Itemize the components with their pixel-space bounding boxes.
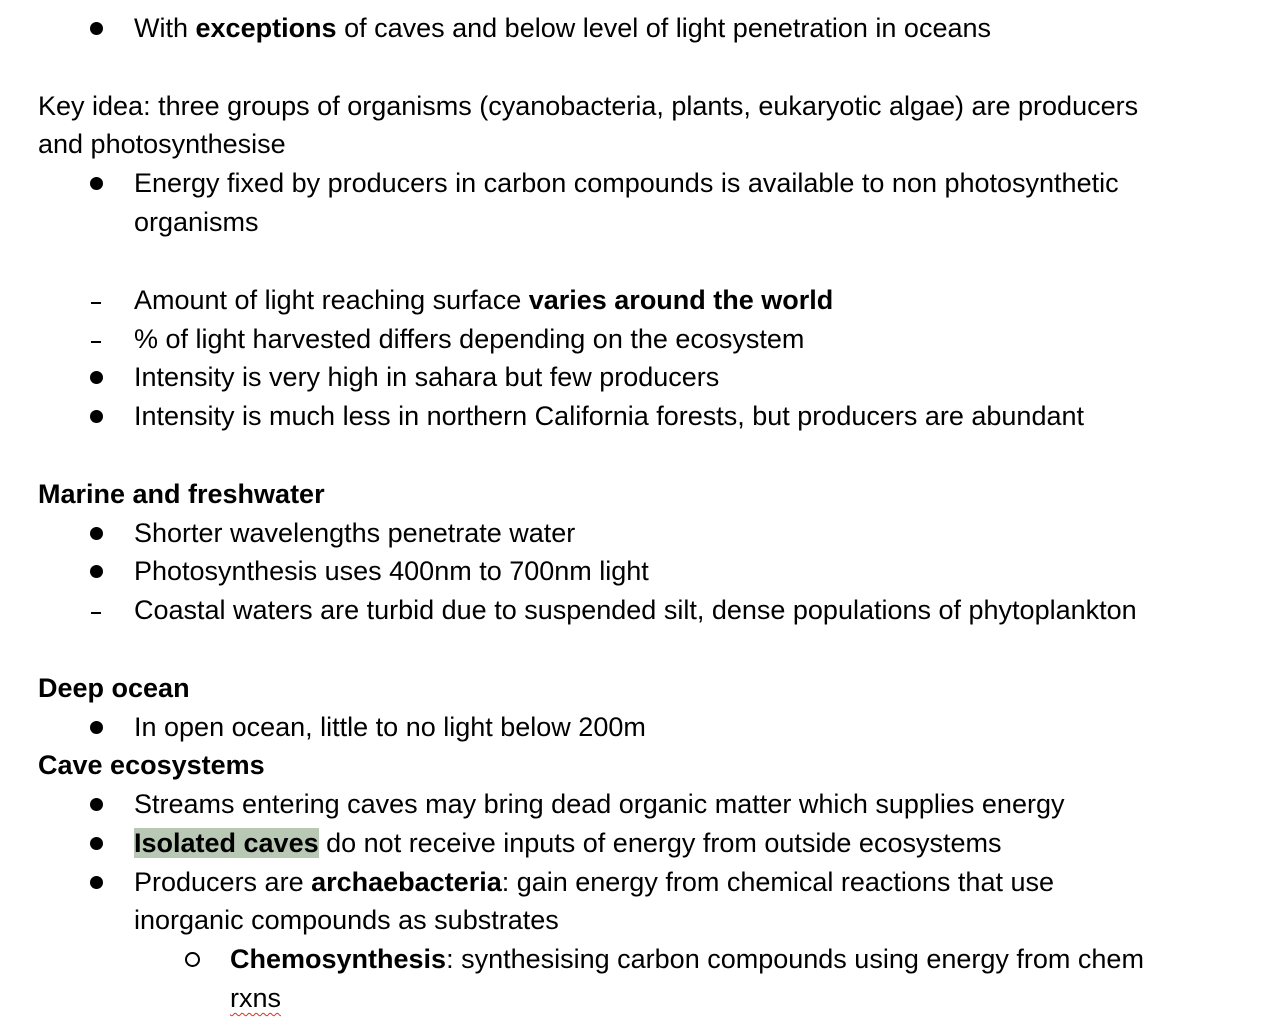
bullet-item-photosynthesis-range: Photosynthesis uses 400nm to 700nm light [134,556,649,586]
bullet-marker [84,785,108,824]
bullet-item-sahara: Intensity is very high in sahara but few producers [134,362,720,392]
heading-cave-ecosystems: Cave ecosystems [38,750,265,780]
bullet-marker [84,164,108,203]
bullet-marker [84,708,108,747]
dash-marker [84,591,108,630]
bullet-marker [84,863,108,902]
sub-bullet-chemosynthesis-cont [230,979,281,1018]
bullet-marker [84,824,108,863]
bullet-marker [84,9,108,48]
paragraph-key-idea-cont: and photosynthesise [38,129,286,159]
bullet-item-energy-fixed-cont: organisms [134,207,259,237]
highlighted-text: Isolated caves [134,828,319,858]
bullet-item-streams: Streams entering caves may bring dead organic matter which supplies energy [134,789,1065,819]
dash-item-coastal-waters: Coastal waters are turbid due to suspended silt, dense populations of phytoplankton [134,595,1137,625]
bullet-marker [84,514,108,553]
heading-deep-ocean: Deep ocean [38,673,190,703]
dash-marker [84,320,108,359]
bullet-item-isolated-caves: Isolated caves do not receive inputs of energy from outside ecosystems [134,828,1002,858]
bullet-item-exceptions: With exceptions of caves and below level of light penetration in oceans [134,13,991,43]
sub-bullet-chemosynthesis: Chemosynthesis: synthesising carbon compounds using energy from chem [230,944,1144,974]
bullet-marker [84,397,108,436]
bullet-item-wavelengths: Shorter wavelengths penetrate water [134,518,576,548]
paragraph-key-idea: Key idea: three groups of organisms (cyanobacteria, plants, eukaryotic algae) are producers [38,91,1139,121]
heading-marine-freshwater: Marine and freshwater [38,479,325,509]
bullet-item-california: Intensity is much less in northern California forests, but producers are abundant [134,401,1084,431]
bullet-item-producers-cont: inorganic compounds as substrates [134,905,559,935]
bullet-marker [84,358,108,397]
dash-marker [84,281,108,320]
spellcheck-word[interactable]: rxns [230,983,282,1013]
bullet-item-energy-fixed: Energy fixed by producers in carbon compounds is available to non photosynthetic [134,168,1119,198]
sub-bullet-marker [180,940,204,979]
dash-item-amount-of-light: Amount of light reaching surface varies around the world [134,285,834,315]
bullet-item-open-ocean: In open ocean, little to no light below 200m [134,712,646,742]
bullet-item-producers: Producers are archaebacteria: gain energy from chemical reactions that use [134,867,1054,897]
dash-item-light-harvested: % of light harvested differs depending on the ecosystem [134,324,805,354]
bullet-marker [84,552,108,591]
